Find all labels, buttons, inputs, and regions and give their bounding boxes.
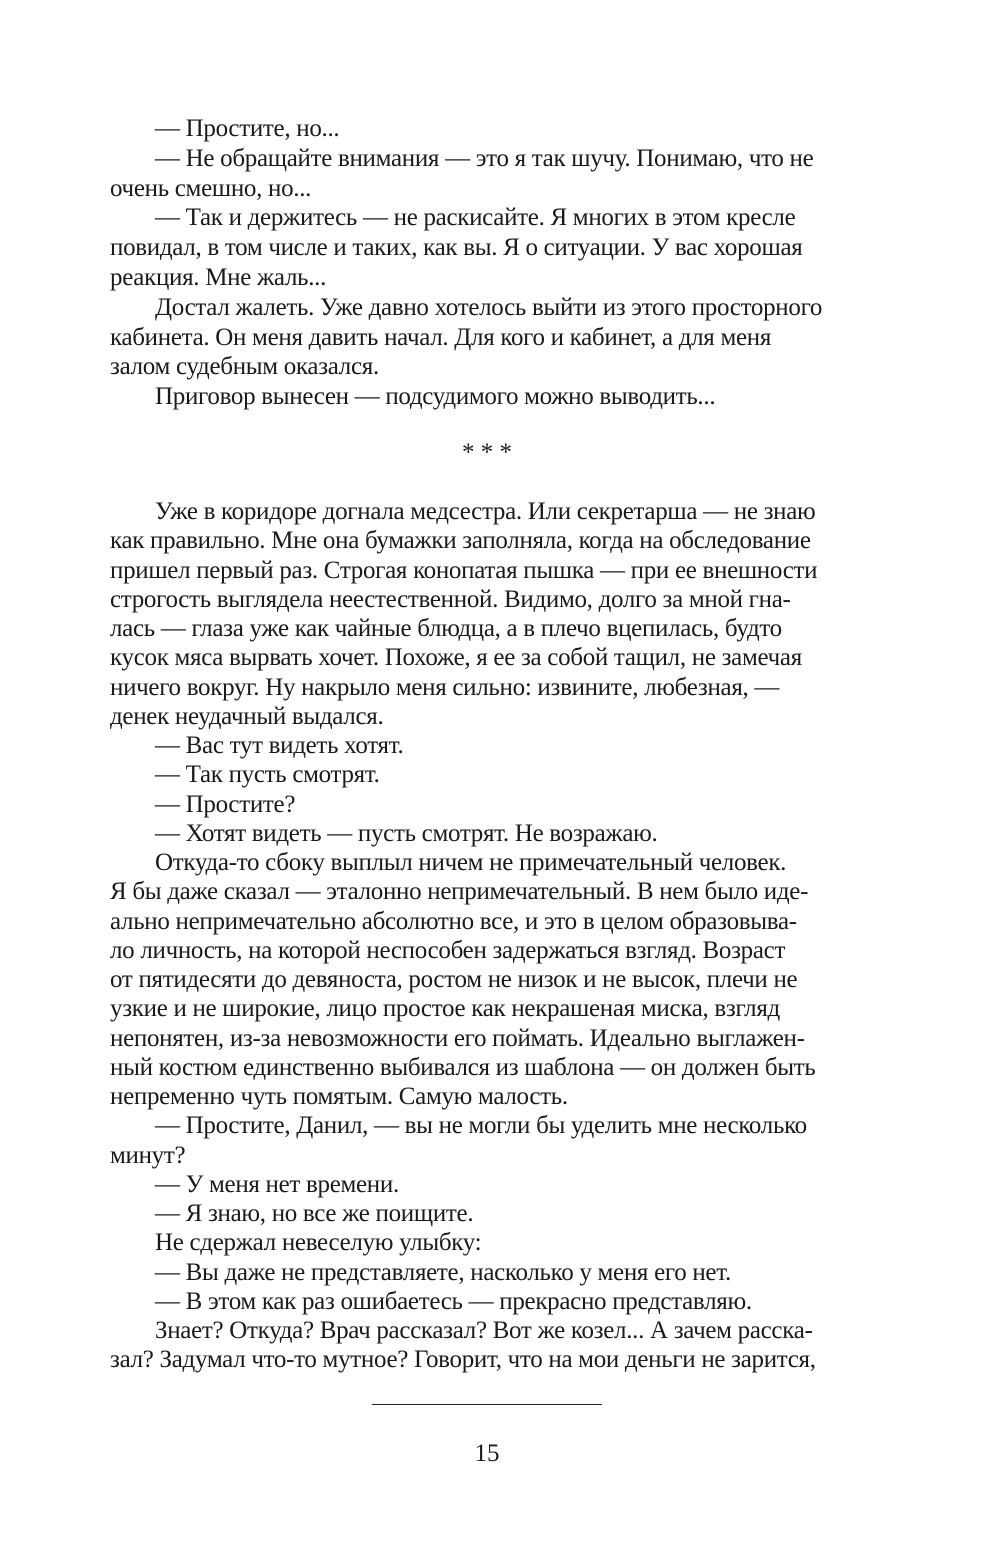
- text-line: минут?: [110, 1141, 186, 1169]
- text-line: непременно чуть помятым. Самую малость.: [110, 1083, 568, 1110]
- text-line: от пятидесяти до девяноста, ростом не низок и не высок, плечи не: [110, 966, 798, 993]
- text-line: — Вы даже не представляете, насколько у меня его нет.: [155, 1258, 731, 1286]
- text-line: повидал, в том числе и таких, как вы. Я о ситуации. У вас хорошая: [110, 234, 803, 262]
- text-line: — Вас тут видеть хотят.: [155, 732, 404, 759]
- text-line: кусок мяса вырвать хочет. Похоже, я ее за собой тащил, не замечая: [110, 644, 802, 672]
- footer-rule: [372, 1404, 602, 1405]
- text-line: как правильно. Мне она бумажки заполняла, когда на обследование: [110, 527, 811, 555]
- text-line: Приговор вынесен — подсудимого можно выводить...: [155, 383, 716, 411]
- text-line: денек неудачный выдался.: [110, 702, 384, 730]
- text-line: зал? Задумал что-то мутное? Говорит, что на мои деньги не зарится,: [110, 1346, 816, 1374]
- text-line: — Я знаю, но все же поищите.: [155, 1200, 474, 1227]
- text-line: ло личность, на которой неспособен задержаться взгляд. Возраст: [110, 936, 786, 964]
- text-line: кабинета. Он меня давить начал. Для кого и кабинет, а для меня: [110, 323, 772, 351]
- text-line: — Простите, Данил, — вы не могли бы уделить мне несколько: [155, 1112, 807, 1140]
- text-line: — Хотят видеть — пусть смотрят. Не возражаю.: [155, 819, 658, 847]
- text-line: непонятен, из-за невозможности его поймать. Идеально выглажен-: [110, 1024, 805, 1052]
- text-line: — Простите, но...: [155, 115, 340, 142]
- page-number: 15: [474, 1440, 500, 1467]
- text-line: Достал жалеть. Уже давно хотелось выйти из этого просторного: [155, 293, 823, 321]
- text-line: Откуда-то сбоку выплыл ничем не примечательный человек.: [155, 849, 787, 876]
- text-line: ально непримечательно абсолютно все, и это в целом образовыва-: [110, 907, 797, 935]
- text-line: — В этом как раз ошибаетесь — прекрасно представляю.: [155, 1287, 752, 1315]
- text-line: ный костюм единственно выбивался из шаблона — он должен быть: [110, 1053, 816, 1081]
- text-line: ничего вокруг. Ну накрыло меня сильно: извините, любезная, —: [110, 673, 780, 701]
- text-line: лась — глаза уже как чайные блюдца, а в плечо вцепилась, будто: [110, 615, 782, 642]
- text-line: Я бы даже сказал — эталонно непримечательный. В нем было иде-: [110, 878, 809, 906]
- text-line: реакция. Мне жаль...: [110, 264, 327, 291]
- text-line: Уже в коридоре догнала медсестра. Или секретарша — не знаю: [155, 498, 816, 525]
- text-line: узкие и не широкие, лицо простое как некрашеная миска, взгляд: [110, 995, 780, 1023]
- section-separator: * * *: [462, 439, 512, 466]
- text-line: — Не обращайте внимания — это я так шучу. Понимаю, что не: [155, 144, 814, 172]
- text-line: Не сдержал невеселую улыбку:: [155, 1229, 482, 1257]
- text-line: — Так пусть смотрят.: [155, 761, 380, 789]
- text-line: — Простите?: [155, 790, 296, 818]
- text-line: очень смешно, но...: [110, 174, 312, 202]
- text-line: — У меня нет времени.: [155, 1170, 399, 1198]
- text-line: пришел первый раз. Строгая конопатая пышка — при ее внешности: [110, 556, 818, 584]
- text-line: — Так и держитесь — не раскисайте. Я многих в этом кресле: [155, 204, 796, 232]
- text-line: Знает? Откуда? Врач рассказал? Вот же козел... А зачем расска-: [155, 1317, 813, 1344]
- text-line: строгость выглядела неестественной. Видимо, долго за мной гна-: [110, 585, 791, 613]
- text-line: залом судебным оказался.: [110, 353, 379, 381]
